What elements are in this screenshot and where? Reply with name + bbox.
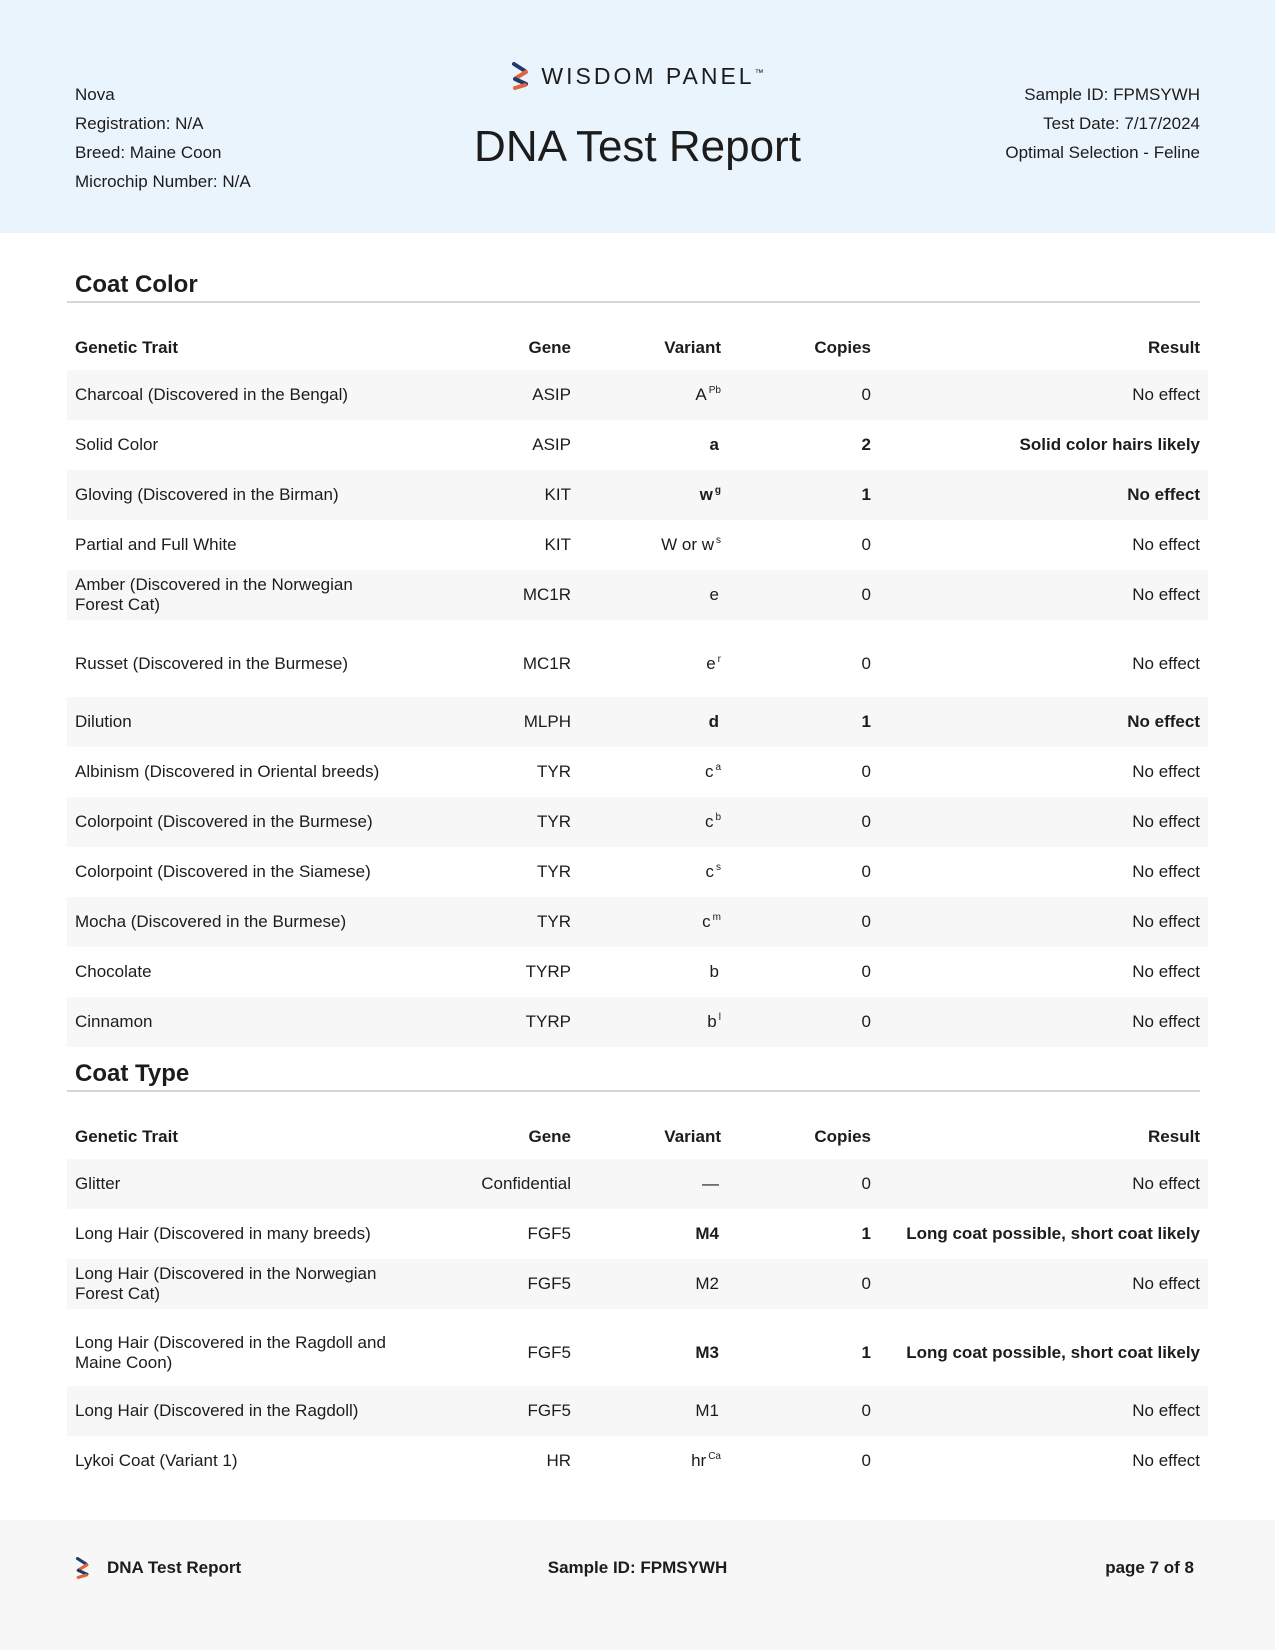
- copies-cell: 0: [729, 1159, 879, 1209]
- gene-cell: TYRP: [525, 962, 571, 981]
- col-gene: Gene: [528, 337, 571, 357]
- gene-cell: FGF5: [413, 1386, 579, 1436]
- copies-cell: 0: [729, 897, 879, 947]
- copies-cell: 2: [861, 435, 871, 454]
- copies-cell: 0: [861, 535, 871, 554]
- gene-cell: HR: [546, 1451, 571, 1470]
- table-row: [67, 370, 1208, 420]
- table-row: [67, 997, 1208, 1047]
- col-variant: Variant: [664, 1126, 721, 1146]
- copies-cell: 1: [861, 1342, 871, 1362]
- test-date: Test Date: 7/17/2024: [1043, 114, 1200, 133]
- sample-info: [1005, 80, 1200, 167]
- gene-cell: MC1R: [413, 570, 579, 620]
- col-result: Result: [1148, 1126, 1200, 1146]
- gene-cell: ASIP: [532, 435, 571, 454]
- copies-cell: 0: [729, 1259, 879, 1309]
- variant-text: c: [705, 862, 714, 881]
- microchip-number: Microchip Number: N/A: [75, 172, 251, 191]
- trait-cell: Glitter: [67, 1159, 413, 1209]
- trait-cell: Dilution: [67, 697, 413, 747]
- trait-cell: Gloving (Discovered in the Birman): [67, 470, 413, 520]
- variant-superscript: m: [712, 912, 721, 923]
- variant-cell: [579, 947, 729, 997]
- variant-cell: [579, 897, 729, 947]
- variant-superscript: r: [717, 653, 721, 665]
- coat-color-table: [67, 303, 1208, 1047]
- table-row: [67, 897, 1208, 947]
- result-cell: No effect: [879, 897, 1208, 947]
- variant-text: —: [702, 1174, 719, 1193]
- variant-text: w: [699, 485, 713, 504]
- trait-cell: Albinism (Discovered in Oriental breeds): [75, 762, 380, 781]
- variant-text: b: [709, 962, 719, 981]
- variant-text: e: [706, 653, 716, 673]
- variant-text: c: [704, 812, 714, 831]
- col-result: Result: [1148, 337, 1200, 357]
- col-trait: Genetic Trait: [75, 1126, 178, 1146]
- result-cell: Long coat possible, short coat likely: [906, 1224, 1200, 1243]
- result-cell: No effect: [879, 797, 1208, 847]
- section-title: Coat Color: [67, 271, 1200, 303]
- variant-cell: [579, 1386, 729, 1436]
- gene-cell: FGF5: [527, 1224, 571, 1243]
- result-cell: No effect: [879, 697, 1208, 747]
- col-variant: Variant: [664, 337, 721, 357]
- copies-cell: 0: [861, 962, 871, 981]
- variant-text: A: [695, 385, 707, 404]
- variant-text: d: [708, 712, 719, 731]
- variant-text: c: [702, 912, 711, 931]
- footer-sample-id: Sample ID: FPMSYWH: [547, 1558, 728, 1577]
- gene-cell: MLPH: [413, 697, 579, 747]
- copies-cell: 0: [729, 997, 879, 1047]
- trait-cell: Long Hair (Discovered in the Ragdoll): [67, 1386, 413, 1436]
- result-cell: No effect: [879, 997, 1208, 1047]
- copies-cell: 1: [729, 697, 879, 747]
- gene-cell: TYR: [413, 797, 579, 847]
- col-gene: Gene: [528, 1126, 571, 1146]
- pet-name: Nova: [75, 85, 115, 104]
- variant-cell: [579, 570, 729, 620]
- copies-cell: 1: [861, 1224, 871, 1243]
- table-header-row: [67, 1092, 1208, 1159]
- variant-text: hr: [691, 1451, 707, 1470]
- trait-cell: Cinnamon: [67, 997, 413, 1047]
- copies-cell: 0: [729, 797, 879, 847]
- copies-cell: 1: [729, 470, 879, 520]
- variant-cell: [579, 370, 729, 420]
- table-row: [67, 847, 1208, 897]
- gene-cell: FGF5: [527, 1342, 571, 1362]
- result-cell: No effect: [879, 370, 1208, 420]
- col-copies: Copies: [814, 337, 871, 357]
- gene-cell: TYR: [413, 897, 579, 947]
- trait-cell: Long Hair (Discovered in the Norwegian Forest Cat): [67, 1259, 413, 1309]
- trait-cell: Lykoi Coat (Variant 1): [75, 1451, 238, 1470]
- result-cell: No effect: [1132, 762, 1200, 781]
- variant-cell: [579, 470, 729, 520]
- trait-cell: Amber (Discovered in the Norwegian Forest Cat): [67, 570, 413, 620]
- variant-cell: [579, 847, 729, 897]
- result-cell: No effect: [879, 1159, 1208, 1209]
- variant-superscript: Pb: [708, 385, 721, 396]
- report-footer: [0, 1520, 1275, 1650]
- result-cell: No effect: [1132, 535, 1200, 554]
- copies-cell: 0: [861, 1451, 871, 1470]
- table-row: [67, 470, 1208, 520]
- variant-superscript: s: [716, 535, 721, 546]
- coat-type-section: [67, 1060, 1208, 1486]
- copies-cell: 0: [729, 1386, 879, 1436]
- table-row: [67, 697, 1208, 747]
- variant-text: b: [707, 1012, 717, 1031]
- variant-text: a: [709, 435, 719, 454]
- table-header-row: [67, 303, 1208, 370]
- variant-cell: [579, 1159, 729, 1209]
- variant-superscript: l: [718, 1012, 721, 1023]
- variant-cell: [579, 697, 729, 747]
- gene-cell: KIT: [413, 470, 579, 520]
- gene-cell: MC1R: [522, 653, 571, 673]
- logo-wordmark: WISDOM PANEL: [541, 62, 755, 89]
- result-cell: No effect: [1132, 862, 1200, 881]
- variant-superscript: a: [715, 762, 721, 773]
- gene-cell: KIT: [544, 535, 571, 554]
- trait-cell: Mocha (Discovered in the Burmese): [67, 897, 413, 947]
- gene-cell: ASIP: [413, 370, 579, 420]
- variant-text: e: [709, 585, 719, 604]
- table-row: [67, 1209, 1208, 1259]
- variant-text: W or w: [661, 535, 714, 554]
- table-row: [67, 570, 1208, 620]
- table-row: [67, 1386, 1208, 1436]
- variant-cell: [579, 1309, 729, 1386]
- result-cell: No effect: [879, 570, 1208, 620]
- result-cell: No effect: [879, 1386, 1208, 1436]
- variant-cell: [579, 420, 729, 470]
- copies-cell: 0: [729, 370, 879, 420]
- result-cell: No effect: [1132, 962, 1200, 981]
- copies-cell: 0: [861, 862, 871, 881]
- sample-id: Sample ID: FPMSYWH: [1024, 85, 1200, 104]
- variant-text: M2: [695, 1274, 719, 1293]
- footer-title: DNA Test Report: [107, 1558, 242, 1577]
- trait-cell: Solid Color: [75, 435, 159, 454]
- coat-type-table: [67, 1092, 1208, 1486]
- breed: Breed: Maine Coon: [75, 143, 222, 162]
- table-row: [67, 620, 1208, 697]
- result-cell: Long coat possible, short coat likely: [906, 1342, 1200, 1362]
- table-row: [67, 420, 1208, 470]
- page-title: DNA Test Report: [474, 122, 801, 171]
- coat-color-section: [67, 271, 1208, 1047]
- result-cell: No effect: [1132, 653, 1200, 673]
- trait-cell: Russet (Discovered in the Burmese): [75, 653, 349, 673]
- variant-superscript: s: [716, 862, 721, 873]
- table-row: [67, 797, 1208, 847]
- report-header: [0, 0, 1275, 233]
- variant-cell: [579, 1209, 729, 1259]
- variant-cell: [579, 997, 729, 1047]
- variant-text: M1: [695, 1401, 719, 1420]
- dna-logo-icon: [511, 62, 531, 90]
- trait-cell: Chocolate: [75, 962, 152, 981]
- table-row: [67, 1259, 1208, 1309]
- trait-cell: Partial and Full White: [75, 535, 237, 554]
- table-row: [67, 1436, 1208, 1486]
- variant-cell: [579, 520, 729, 570]
- variant-superscript: Ca: [708, 1451, 721, 1462]
- trait-cell: Charcoal (Discovered in the Bengal): [67, 370, 413, 420]
- logo-text: [541, 63, 763, 90]
- trait-cell: Colorpoint (Discovered in the Siamese): [75, 862, 371, 881]
- logo-trademark: ™: [754, 66, 764, 77]
- variant-text: M3: [695, 1342, 719, 1362]
- table-row: [67, 947, 1208, 997]
- trait-cell: Long Hair (Discovered in many breeds): [75, 1224, 371, 1243]
- variant-superscript: b: [715, 812, 721, 823]
- gene-cell: TYR: [537, 862, 571, 881]
- variant-cell: [579, 1259, 729, 1309]
- result-cell: Solid color hairs likely: [1019, 435, 1200, 454]
- table-row: [67, 747, 1208, 797]
- result-cell: No effect: [879, 1259, 1208, 1309]
- result-cell: No effect: [1132, 1451, 1200, 1470]
- variant-text: c: [704, 762, 714, 781]
- copies-cell: 0: [729, 570, 879, 620]
- variant-cell: [579, 620, 729, 697]
- gene-cell: Confidential: [413, 1159, 579, 1209]
- section-title: Coat Type: [67, 1060, 1200, 1092]
- registration: Registration: N/A: [75, 114, 204, 133]
- variant-cell: [579, 797, 729, 847]
- copies-cell: 0: [861, 653, 871, 673]
- variant-superscript: g: [714, 485, 721, 496]
- table-row: [67, 1159, 1208, 1209]
- variant-cell: [579, 747, 729, 797]
- variant-cell: [579, 1436, 729, 1486]
- table-row: [67, 520, 1208, 570]
- page-number: page 7 of 8: [1105, 1558, 1194, 1577]
- gene-cell: TYR: [537, 762, 571, 781]
- gene-cell: TYRP: [413, 997, 579, 1047]
- gene-cell: FGF5: [413, 1259, 579, 1309]
- copies-cell: 0: [861, 762, 871, 781]
- result-cell: No effect: [879, 470, 1208, 520]
- trait-cell: Colorpoint (Discovered in the Burmese): [67, 797, 413, 847]
- col-copies: Copies: [814, 1126, 871, 1146]
- trait-cell: Long Hair (Discovered in the Ragdoll and Maine Coon): [75, 1332, 386, 1372]
- col-trait: Genetic Trait: [75, 337, 178, 357]
- product-name: Optimal Selection - Feline: [1005, 143, 1200, 162]
- variant-text: M4: [695, 1224, 719, 1243]
- table-row: [67, 1309, 1208, 1386]
